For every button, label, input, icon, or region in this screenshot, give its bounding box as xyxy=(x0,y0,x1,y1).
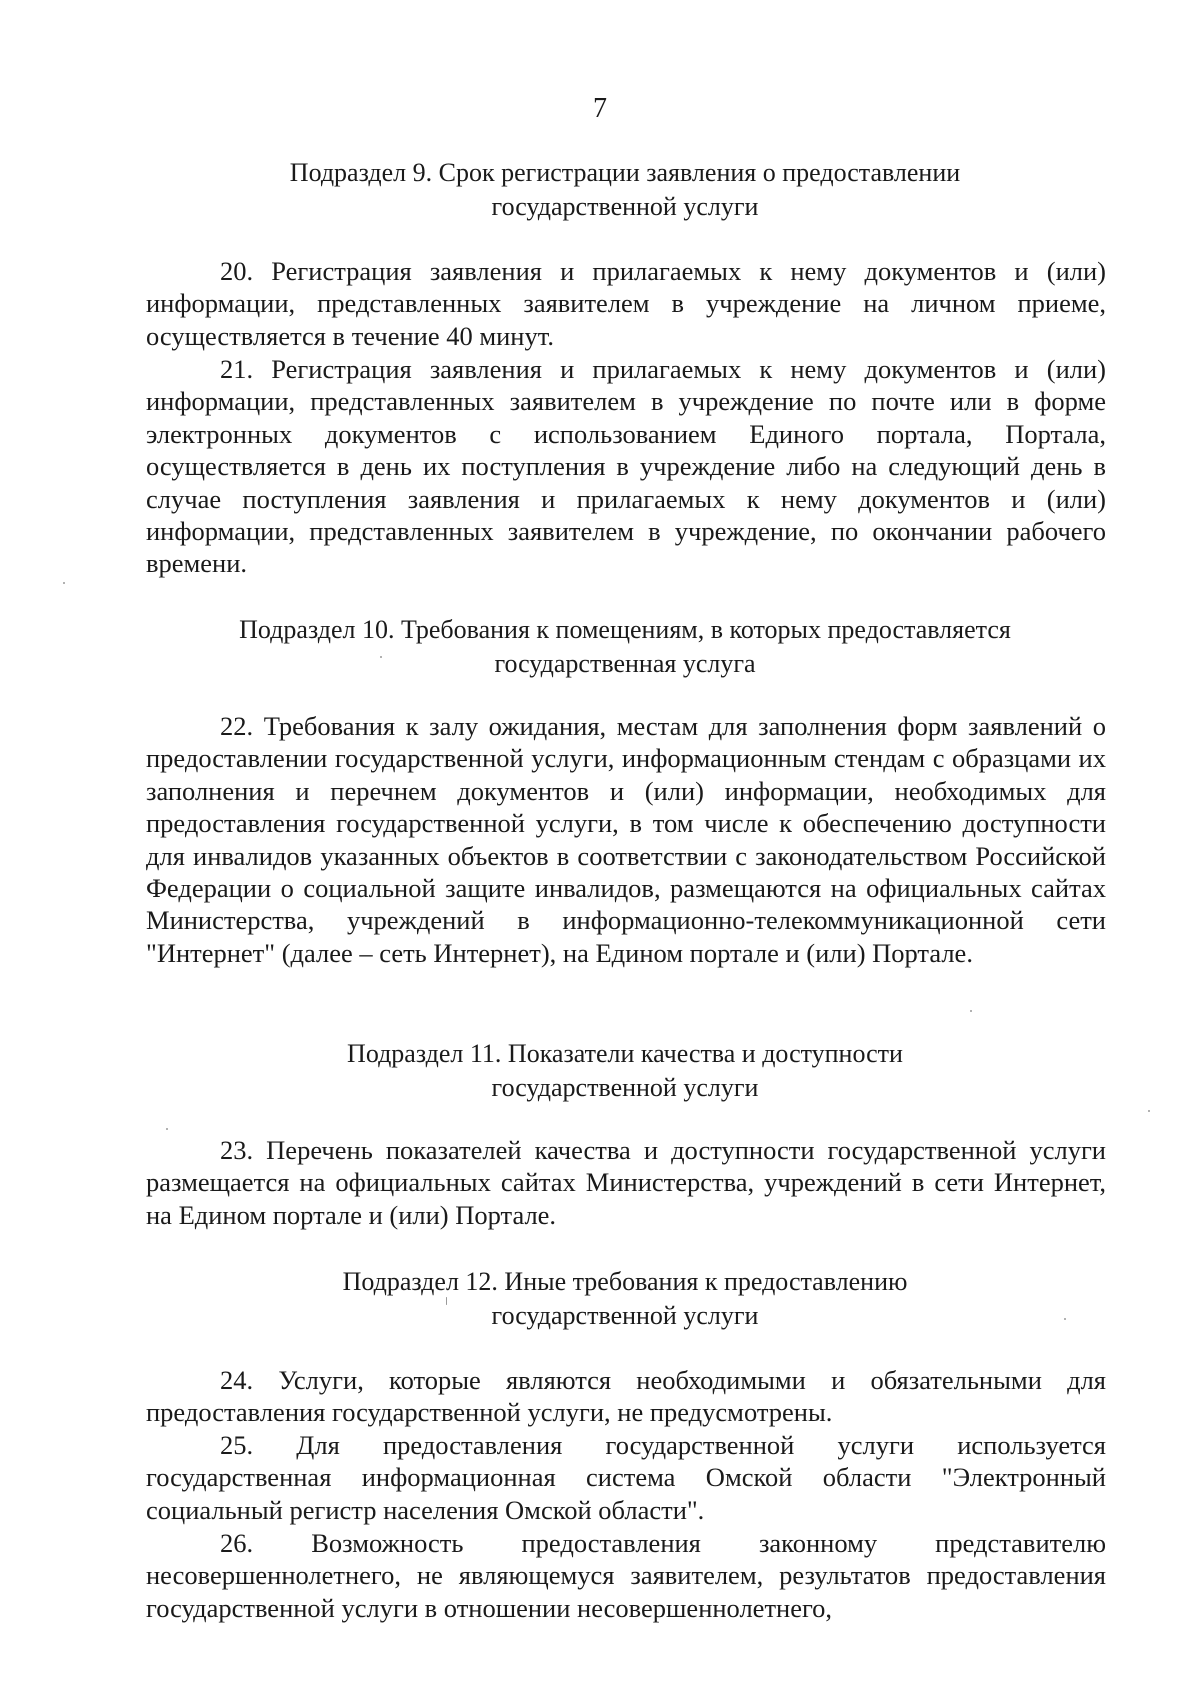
paragraph-26: 26. Возможность предоставления законному представителю несовершеннолетнего, не являющемуся заявителем, результатов предоставления государственной услуги в отношении несовершеннолетнего, xyxy=(146,1528,1106,1623)
section-heading-line: Подраздел 11. Показатели качества и доступности xyxy=(347,1039,903,1068)
section-heading-line: Подраздел 12. Иные требования к предоставлению xyxy=(342,1267,908,1296)
section-heading-line: Подраздел 9. Срок регистрации заявления о предоставлении xyxy=(289,158,961,187)
section-heading-line: государственной услуги xyxy=(491,192,759,221)
paragraph-21: 21. Регистрация заявления и прилагаемых к нему документов и (или) информации, представленных заявителем в учреждение по почте или в форме электронных документов с использованием Единого портала, Портала, осуществляется в день их поступления в учреждение либо на следующий день в случае поступления заявления и прилагаемых к нему документов и (или) информации, представленных заявителем в учреждение, по окончании рабочего времени. xyxy=(146,354,1106,579)
section-heading-10 xyxy=(150,613,1100,681)
scan-speck xyxy=(446,1297,447,1305)
scan-speck xyxy=(1064,1318,1066,1320)
paragraph-24: 24. Услуги, которые являются необходимыми и обязательными для предоставления государственной услуги, не предусмотрены. xyxy=(146,1365,1106,1428)
scan-speck xyxy=(166,1128,168,1130)
scan-speck xyxy=(1148,1110,1150,1112)
section-heading-12 xyxy=(150,1265,1100,1333)
section-heading-line: Подраздел 10. Требования к помещениям, в которых предоставляется xyxy=(239,615,1011,644)
paragraph-23: 23. Перечень показателей качества и доступности государственной услуги размещается на официальных сайтах Министерства, учреждений в сети Интернет, на Едином портале и (или) Портале. xyxy=(146,1135,1106,1230)
section-heading-line: государственной услуги xyxy=(491,1301,759,1330)
section-heading-line: государственная услуга xyxy=(494,649,756,678)
section-heading-9 xyxy=(150,156,1100,224)
section-heading-line: государственной услуги xyxy=(491,1073,759,1102)
scan-speck xyxy=(970,1010,972,1012)
paragraph-25: 25. Для предоставления государственной услуги используется государственная информационная система Омской области "Электронный социальный регистр населения Омской области". xyxy=(146,1430,1106,1525)
paragraph-20: 20. Регистрация заявления и прилагаемых к нему документов и (или) информации, представленных заявителем в учреждение на личном приеме, осуществляется в течение 40 минут. xyxy=(146,256,1106,351)
scan-speck xyxy=(63,582,65,584)
paragraph-22: 22. Требования к залу ожидания, местам для заполнения форм заявлений о предоставлении государственной услуги, информационным стендам с образцами их заполнения и перечнем документов и (или) информации, необходимых для предоставления государственной услуги, в том числе к обеспечению доступности для инвалидов указанных объектов в соответствии с законодательством Российской Федерации о социальной защите инвалидов, размещаются на официальных сайтах Министерства, учреждений в информационно-телекоммуникационной сети "Интернет" (далее – сеть Интернет), на Едином портале и (или) Портале. xyxy=(146,711,1106,968)
page-number: 7 xyxy=(593,93,607,124)
section-heading-11 xyxy=(150,1037,1100,1105)
scan-speck xyxy=(380,656,382,658)
